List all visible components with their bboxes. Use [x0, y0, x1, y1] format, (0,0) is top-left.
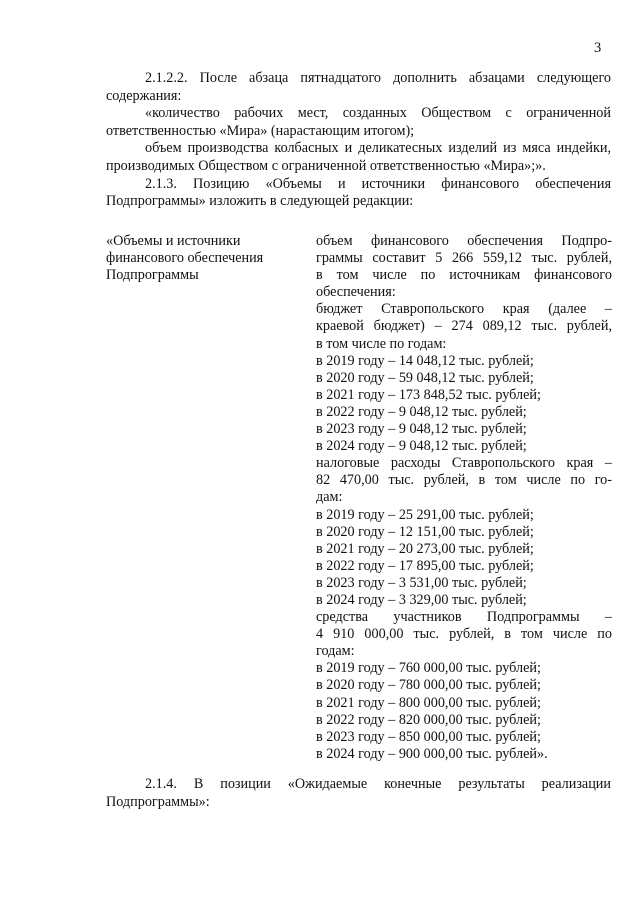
- content-line: в 2019 году – 760 000,00 тыс. рублей;: [316, 660, 541, 677]
- outro-section: [106, 776, 611, 811]
- content-line: в 2021 году – 800 000,00 тыс. рублей;: [316, 694, 541, 711]
- content-line: годам:: [316, 643, 355, 660]
- financing-table-content: [316, 233, 612, 763]
- content-line: граммы составит 5 266 559,12 тыс. рублей,: [316, 250, 612, 267]
- content-line: дам:: [316, 489, 343, 506]
- paragraph-jobs-indicator: «количество рабочих мест, созданных Обществом с ограниченной ответственностью «Мира» (нарастающим итогом);: [106, 105, 611, 139]
- content-line: обеспечения:: [316, 284, 396, 301]
- paragraph-production-indicator: объем производства колбасных и деликатесных изделий из мяса индейки, производимых Обществом с ограниченной ответственностью «Мира»;».: [106, 140, 611, 174]
- page-number: 3: [594, 40, 602, 56]
- content-line: в 2022 году – 9 048,12 тыс. рублей;: [316, 403, 527, 420]
- paragraph-2-1-4: 2.1.4. В позиции «Ожидаемые конечные результаты реализации Подпрограммы»:: [106, 776, 611, 810]
- content-line: в 2022 году – 17 895,00 тыс. рублей;: [316, 557, 534, 574]
- content-line: в 2019 году – 25 291,00 тыс. рублей;: [316, 506, 534, 523]
- paragraph-2-1-2-2: 2.1.2.2. После абзаца пятнадцатого дополнить абзацами следующего содержания:: [106, 70, 611, 104]
- content-line: в 2023 году – 9 048,12 тыс. рублей;: [316, 421, 527, 438]
- content-line: налоговые расходы Ставропольского края –: [316, 455, 612, 472]
- content-line: краевой бюджет) – 274 089,12 тыс. рублей,: [316, 318, 612, 335]
- paragraph-2-1-3: 2.1.3. Позицию «Объемы и источники финансового обеспечения Подпрограммы» изложить в следующей редакции:: [106, 175, 611, 210]
- content-line: в 2021 году – 20 273,00 тыс. рублей;: [316, 540, 534, 557]
- content-line: в 2019 году – 14 048,12 тыс. рублей;: [316, 352, 534, 369]
- label-line: «Объемы и источники: [106, 233, 241, 249]
- content-line: в 2023 году – 3 531,00 тыс. рублей;: [316, 574, 527, 591]
- content-line: в 2020 году – 12 151,00 тыс. рублей;: [316, 523, 534, 540]
- content-line: в 2020 году – 59 048,12 тыс. рублей;: [316, 369, 534, 386]
- financing-table-label: [106, 233, 296, 284]
- content-line: в том числе по годам:: [316, 335, 447, 352]
- content-line: бюджет Ставропольского края (далее –: [316, 301, 612, 318]
- content-line: 82 470,00 тыс. рублей, в том числе по го-: [316, 472, 612, 489]
- content-line: средства участников Подпрограммы –: [316, 609, 612, 626]
- content-line: в 2024 году – 900 000,00 тыс. рублей».: [316, 745, 548, 762]
- content-line: в 2023 году – 850 000,00 тыс. рублей;: [316, 728, 541, 745]
- label-line: финансового обеспечения: [106, 250, 264, 267]
- content-line: 4 910 000,00 тыс. рублей, в том числе по: [316, 626, 612, 643]
- content-line: в 2024 году – 3 329,00 тыс. рублей;: [316, 591, 527, 608]
- content-line: в 2021 году – 173 848,52 тыс. рублей;: [316, 386, 541, 403]
- content-line: объем финансового обеспечения Подпро-: [316, 233, 612, 249]
- intro-section: [106, 70, 611, 211]
- content-line: в 2022 году – 820 000,00 тыс. рублей;: [316, 711, 541, 728]
- content-line: в 2020 году – 780 000,00 тыс. рублей;: [316, 677, 541, 694]
- content-line: в 2024 году – 9 048,12 тыс. рублей;: [316, 438, 527, 455]
- content-line: в том числе по источникам финансового: [316, 267, 612, 284]
- label-line: Подпрограммы: [106, 267, 199, 284]
